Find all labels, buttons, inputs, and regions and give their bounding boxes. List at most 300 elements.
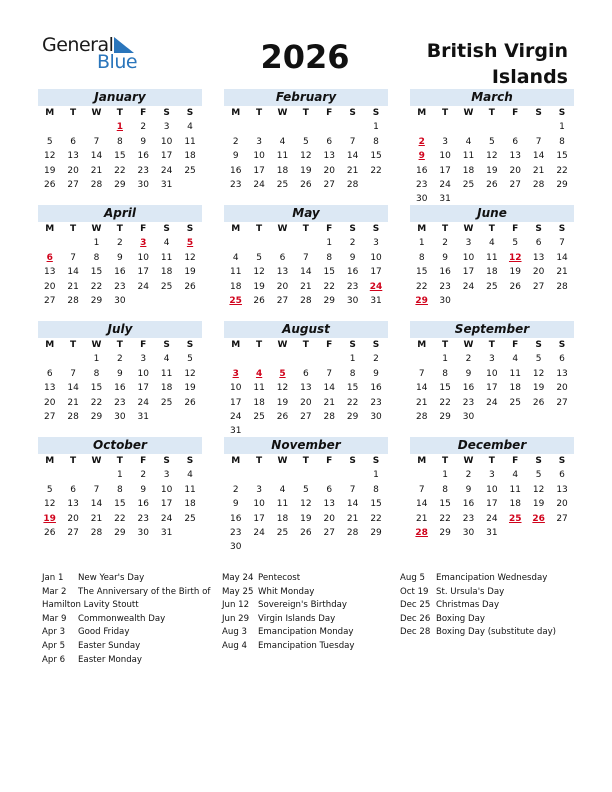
day: 7 (93, 484, 100, 495)
weekday-header: S (372, 224, 380, 234)
holiday-date: Mar 2 (42, 586, 67, 597)
day: 24 (253, 179, 265, 190)
day: 16 (114, 267, 126, 278)
empty-day (38, 468, 61, 482)
day: 2 (232, 484, 239, 495)
day: 30 (439, 295, 451, 306)
empty-day (504, 120, 527, 134)
weekday-header: W (91, 456, 102, 466)
day: 9 (117, 252, 123, 263)
day: 13 (532, 252, 545, 263)
day: 11 (229, 267, 242, 278)
day: 8 (373, 484, 379, 495)
day: 6 (303, 368, 309, 379)
day: 21 (415, 513, 428, 524)
day: 11 (184, 484, 196, 495)
day: 14 (90, 499, 103, 510)
day: 9 (373, 368, 379, 379)
holiday-day: 19 (43, 513, 56, 524)
day: 30 (137, 527, 149, 538)
day: 8 (559, 136, 565, 147)
weekday-header: F (512, 224, 519, 234)
day: 15 (370, 499, 382, 510)
day: 14 (67, 383, 79, 394)
day: 14 (532, 151, 545, 162)
weekday-header: W (277, 340, 288, 350)
day: 11 (486, 252, 498, 263)
day: 29 (346, 411, 359, 422)
day: 28 (556, 281, 568, 292)
day: 22 (114, 513, 126, 524)
day: 1 (373, 470, 379, 481)
weekday-header: S (558, 340, 566, 350)
weekday-header: W (277, 456, 288, 466)
day: 5 (489, 136, 495, 147)
day: 13 (67, 499, 79, 510)
day: 18 (184, 151, 196, 162)
holiday-entry (400, 572, 574, 586)
day: 27 (532, 281, 545, 292)
day: 27 (509, 179, 521, 190)
day: 5 (46, 484, 53, 495)
day: 25 (276, 179, 289, 190)
day: 26 (184, 281, 196, 292)
day: 7 (303, 252, 309, 263)
day: 19 (532, 499, 545, 510)
day: 29 (439, 411, 451, 422)
day: 18 (276, 513, 289, 524)
weekday-header: S (372, 456, 380, 466)
month-day-grid (38, 454, 202, 540)
day: 6 (326, 484, 333, 495)
empty-day (294, 236, 317, 250)
holiday-entry (222, 626, 396, 640)
day: 14 (323, 383, 335, 394)
day: 8 (93, 368, 100, 379)
day: 9 (232, 151, 239, 162)
day: 30 (114, 295, 126, 306)
day: 29 (114, 179, 126, 190)
day: 2 (465, 354, 472, 365)
day: 21 (415, 397, 428, 408)
weekday-header: S (535, 108, 542, 118)
empty-day (224, 352, 247, 366)
day: 14 (346, 151, 359, 162)
holiday-date: Dec 26 (400, 613, 431, 624)
day: 10 (229, 383, 242, 394)
day: 22 (439, 513, 451, 524)
empty-day (294, 352, 317, 366)
day: 8 (442, 368, 448, 379)
day: 26 (300, 527, 312, 538)
day: 31 (229, 426, 242, 437)
day: 14 (67, 267, 79, 278)
day: 15 (114, 499, 126, 510)
month-title: October (38, 437, 202, 454)
day: 21 (556, 267, 568, 278)
day: 4 (187, 470, 193, 481)
day: 26 (532, 397, 545, 408)
day: 15 (114, 151, 126, 162)
day: 17 (462, 267, 475, 278)
month-november (224, 437, 388, 555)
empty-day (410, 352, 433, 366)
weekday-header: M (417, 456, 427, 466)
day: 25 (276, 527, 289, 538)
day: 25 (253, 411, 265, 422)
day: 4 (187, 122, 193, 133)
day: 20 (300, 397, 312, 408)
day: 16 (137, 151, 149, 162)
day: 28 (323, 411, 335, 422)
day: 19 (300, 165, 312, 176)
day: 6 (70, 484, 76, 495)
holiday-day: 28 (415, 527, 428, 538)
day: 20 (323, 165, 335, 176)
day: 8 (442, 484, 448, 495)
day: 1 (559, 122, 565, 133)
month-title: March (410, 89, 574, 106)
day: 18 (486, 267, 498, 278)
weekday-header: F (326, 224, 333, 234)
holiday-day: 6 (46, 252, 53, 263)
day: 15 (346, 383, 359, 394)
month-day-grid (224, 338, 388, 439)
day: 1 (326, 238, 333, 249)
day: 3 (140, 354, 147, 365)
holiday-entry (42, 654, 216, 668)
day: 26 (43, 179, 56, 190)
day: 1 (349, 354, 356, 365)
empty-day (410, 120, 433, 134)
weekday-header: T (70, 340, 77, 350)
holiday-date: Dec 28 (400, 627, 431, 638)
day: 31 (160, 527, 173, 538)
day: 12 (184, 368, 196, 379)
day: 10 (486, 368, 498, 379)
day: 4 (279, 136, 286, 147)
holiday-name: Pentecost (258, 573, 301, 583)
day: 13 (276, 267, 289, 278)
day: 6 (535, 238, 542, 249)
day: 11 (276, 151, 289, 162)
empty-day (61, 120, 84, 134)
empty-day (271, 120, 294, 134)
holiday-date: May 24 (222, 573, 254, 583)
weekday-header: T (442, 340, 449, 350)
month-day-grid (410, 338, 574, 424)
day: 23 (229, 179, 242, 190)
holiday-day: 3 (232, 368, 239, 379)
day: 9 (140, 136, 147, 147)
month-january (38, 89, 202, 192)
holiday-name: Whit Monday (258, 586, 315, 597)
day: 9 (465, 368, 472, 379)
day: 4 (232, 252, 239, 263)
empty-day (271, 352, 294, 366)
day: 14 (415, 383, 428, 394)
weekday-header: S (186, 224, 194, 234)
day: 21 (323, 397, 335, 408)
empty-day (294, 468, 317, 482)
day: 22 (556, 165, 568, 176)
weekday-header: T (442, 108, 449, 118)
day: 17 (253, 513, 265, 524)
day: 31 (370, 295, 382, 306)
day: 18 (253, 397, 265, 408)
month-title: May (224, 205, 388, 222)
day: 16 (114, 383, 126, 394)
day: 12 (184, 252, 196, 263)
month-day-grid (38, 338, 202, 424)
day: 17 (229, 397, 242, 408)
weekday-header: T (256, 456, 263, 466)
weekday-header: T (116, 456, 123, 466)
empty-day (271, 236, 294, 250)
day: 11 (160, 368, 173, 379)
day: 24 (486, 397, 498, 408)
day: 12 (300, 151, 312, 162)
empty-day (410, 468, 433, 482)
day: 25 (160, 397, 173, 408)
month-day-grid (410, 222, 574, 308)
day: 28 (90, 527, 103, 538)
day: 23 (370, 397, 382, 408)
day: 10 (137, 252, 149, 263)
day: 21 (67, 281, 79, 292)
empty-day (61, 236, 84, 250)
holiday-entry (222, 613, 396, 627)
holiday-entry (42, 613, 216, 627)
day: 30 (137, 179, 149, 190)
day: 13 (300, 383, 312, 394)
weekday-header: M (231, 224, 241, 234)
day: 29 (323, 295, 335, 306)
holiday-date: May 25 (222, 586, 254, 597)
weekday-header: S (535, 224, 542, 234)
day: 1 (117, 470, 123, 481)
day: 30 (462, 527, 475, 538)
day: 10 (160, 136, 173, 147)
holiday-name: Boxing Day (436, 613, 485, 624)
day: 29 (370, 527, 382, 538)
empty-day (480, 120, 503, 134)
day: 5 (187, 354, 193, 365)
day: 27 (323, 527, 335, 538)
weekday-header: S (163, 108, 170, 118)
month-february (224, 89, 388, 192)
day: 19 (300, 513, 312, 524)
day: 4 (489, 238, 495, 249)
weekday-header: W (91, 224, 102, 234)
weekday-header: S (372, 108, 380, 118)
holiday-date: Apr 5 (42, 640, 66, 651)
day: 1 (373, 122, 379, 133)
weekday-header: S (349, 108, 356, 118)
weekday-header: W (463, 456, 474, 466)
holiday-name: Emancipation Monday (258, 627, 354, 638)
weekday-header: T (256, 340, 263, 350)
day: 30 (370, 411, 382, 422)
month-title: January (38, 89, 202, 106)
day: 28 (346, 179, 359, 190)
day: 16 (439, 267, 451, 278)
month-june (410, 205, 574, 308)
day: 1 (442, 470, 448, 481)
empty-day (61, 352, 84, 366)
empty-day (433, 120, 456, 134)
day: 6 (279, 252, 286, 263)
day: 20 (556, 383, 568, 394)
day: 18 (509, 383, 521, 394)
day: 22 (370, 513, 382, 524)
day: 16 (229, 165, 242, 176)
day: 19 (276, 397, 289, 408)
day: 27 (43, 295, 56, 306)
day: 13 (43, 383, 56, 394)
weekday-header: M (417, 340, 427, 350)
day: 21 (346, 165, 359, 176)
weekday-header: F (140, 108, 147, 118)
logo-blue-text: Blue (97, 51, 138, 73)
day: 17 (137, 267, 149, 278)
day: 24 (137, 397, 149, 408)
holiday-name: Easter Sunday (78, 640, 141, 651)
day: 6 (559, 354, 565, 365)
day: 14 (415, 499, 428, 510)
month-september (410, 321, 574, 424)
holiday-day: 5 (186, 238, 194, 249)
day: 25 (486, 281, 498, 292)
day: 10 (370, 252, 382, 263)
day: 7 (418, 368, 425, 379)
weekday-header: M (45, 224, 55, 234)
holiday-name: Boxing Day (substitute day) (436, 627, 557, 638)
day: 24 (137, 281, 149, 292)
day: 15 (323, 267, 335, 278)
day: 27 (43, 411, 56, 422)
day: 9 (117, 368, 123, 379)
empty-day (271, 468, 294, 482)
day: 11 (160, 252, 173, 263)
day: 2 (232, 136, 239, 147)
weekday-header: F (326, 108, 333, 118)
country-name: British Virgin Islands (426, 40, 568, 88)
day: 15 (556, 151, 568, 162)
empty-day (341, 120, 364, 134)
day: 16 (462, 383, 475, 394)
holiday-entry (222, 572, 396, 586)
day: 7 (70, 252, 76, 263)
month-april (38, 205, 202, 308)
month-day-grid (410, 106, 574, 207)
month-day-grid (224, 106, 388, 192)
day: 10 (160, 484, 173, 495)
day: 8 (117, 484, 123, 495)
holiday-name: New Year's Day (78, 573, 145, 583)
empty-day (224, 120, 247, 134)
empty-day (318, 352, 341, 366)
day: 31 (137, 411, 149, 422)
day: 4 (163, 238, 170, 249)
day: 2 (465, 470, 472, 481)
empty-day (38, 352, 61, 366)
day: 25 (160, 281, 173, 292)
day: 9 (442, 252, 448, 263)
day: 15 (370, 151, 382, 162)
weekday-header: W (463, 340, 474, 350)
weekday-header: M (45, 108, 55, 118)
weekday-header: S (558, 224, 566, 234)
day: 3 (256, 136, 262, 147)
day: 16 (137, 499, 149, 510)
weekday-header: W (91, 108, 102, 118)
day: 28 (415, 411, 428, 422)
weekday-header: T (302, 108, 309, 118)
day: 15 (415, 267, 428, 278)
day: 2 (140, 122, 147, 133)
day: 10 (137, 368, 149, 379)
day: 8 (349, 368, 356, 379)
weekday-header: S (186, 456, 194, 466)
weekday-header: W (277, 224, 288, 234)
day: 5 (46, 136, 53, 147)
day: 11 (253, 383, 265, 394)
month-title: December (410, 437, 574, 454)
weekday-header: T (302, 340, 309, 350)
weekday-header: F (512, 108, 519, 118)
month-day-grid (38, 106, 202, 192)
weekday-header: S (163, 224, 170, 234)
day: 27 (276, 295, 289, 306)
day: 20 (43, 397, 56, 408)
day: 27 (556, 513, 568, 524)
day: 29 (114, 527, 126, 538)
month-july (38, 321, 202, 424)
empty-day (38, 236, 61, 250)
day: 8 (418, 252, 425, 263)
holiday-day: 5 (279, 368, 286, 379)
day: 1 (418, 238, 425, 249)
day: 23 (137, 165, 149, 176)
day: 19 (43, 165, 56, 176)
day: 13 (67, 151, 79, 162)
holiday-date: Aug 5 (400, 573, 425, 583)
month-title: November (224, 437, 388, 454)
day: 17 (439, 165, 451, 176)
weekday-header: T (302, 224, 309, 234)
day: 10 (486, 484, 498, 495)
day: 27 (67, 527, 79, 538)
day: 21 (300, 281, 312, 292)
holiday-day: 29 (415, 295, 428, 306)
day: 7 (349, 136, 356, 147)
holiday-entry (42, 640, 216, 654)
empty-day (247, 468, 270, 482)
day: 28 (300, 295, 312, 306)
day: 25 (462, 179, 475, 190)
empty-day (527, 120, 550, 134)
day: 23 (439, 281, 451, 292)
day: 3 (163, 122, 170, 133)
day: 28 (67, 295, 79, 306)
day: 19 (184, 267, 196, 278)
day: 8 (117, 136, 123, 147)
day: 24 (486, 513, 498, 524)
day: 23 (415, 179, 428, 190)
holiday-entry (400, 613, 574, 627)
holiday-entry (222, 640, 396, 654)
